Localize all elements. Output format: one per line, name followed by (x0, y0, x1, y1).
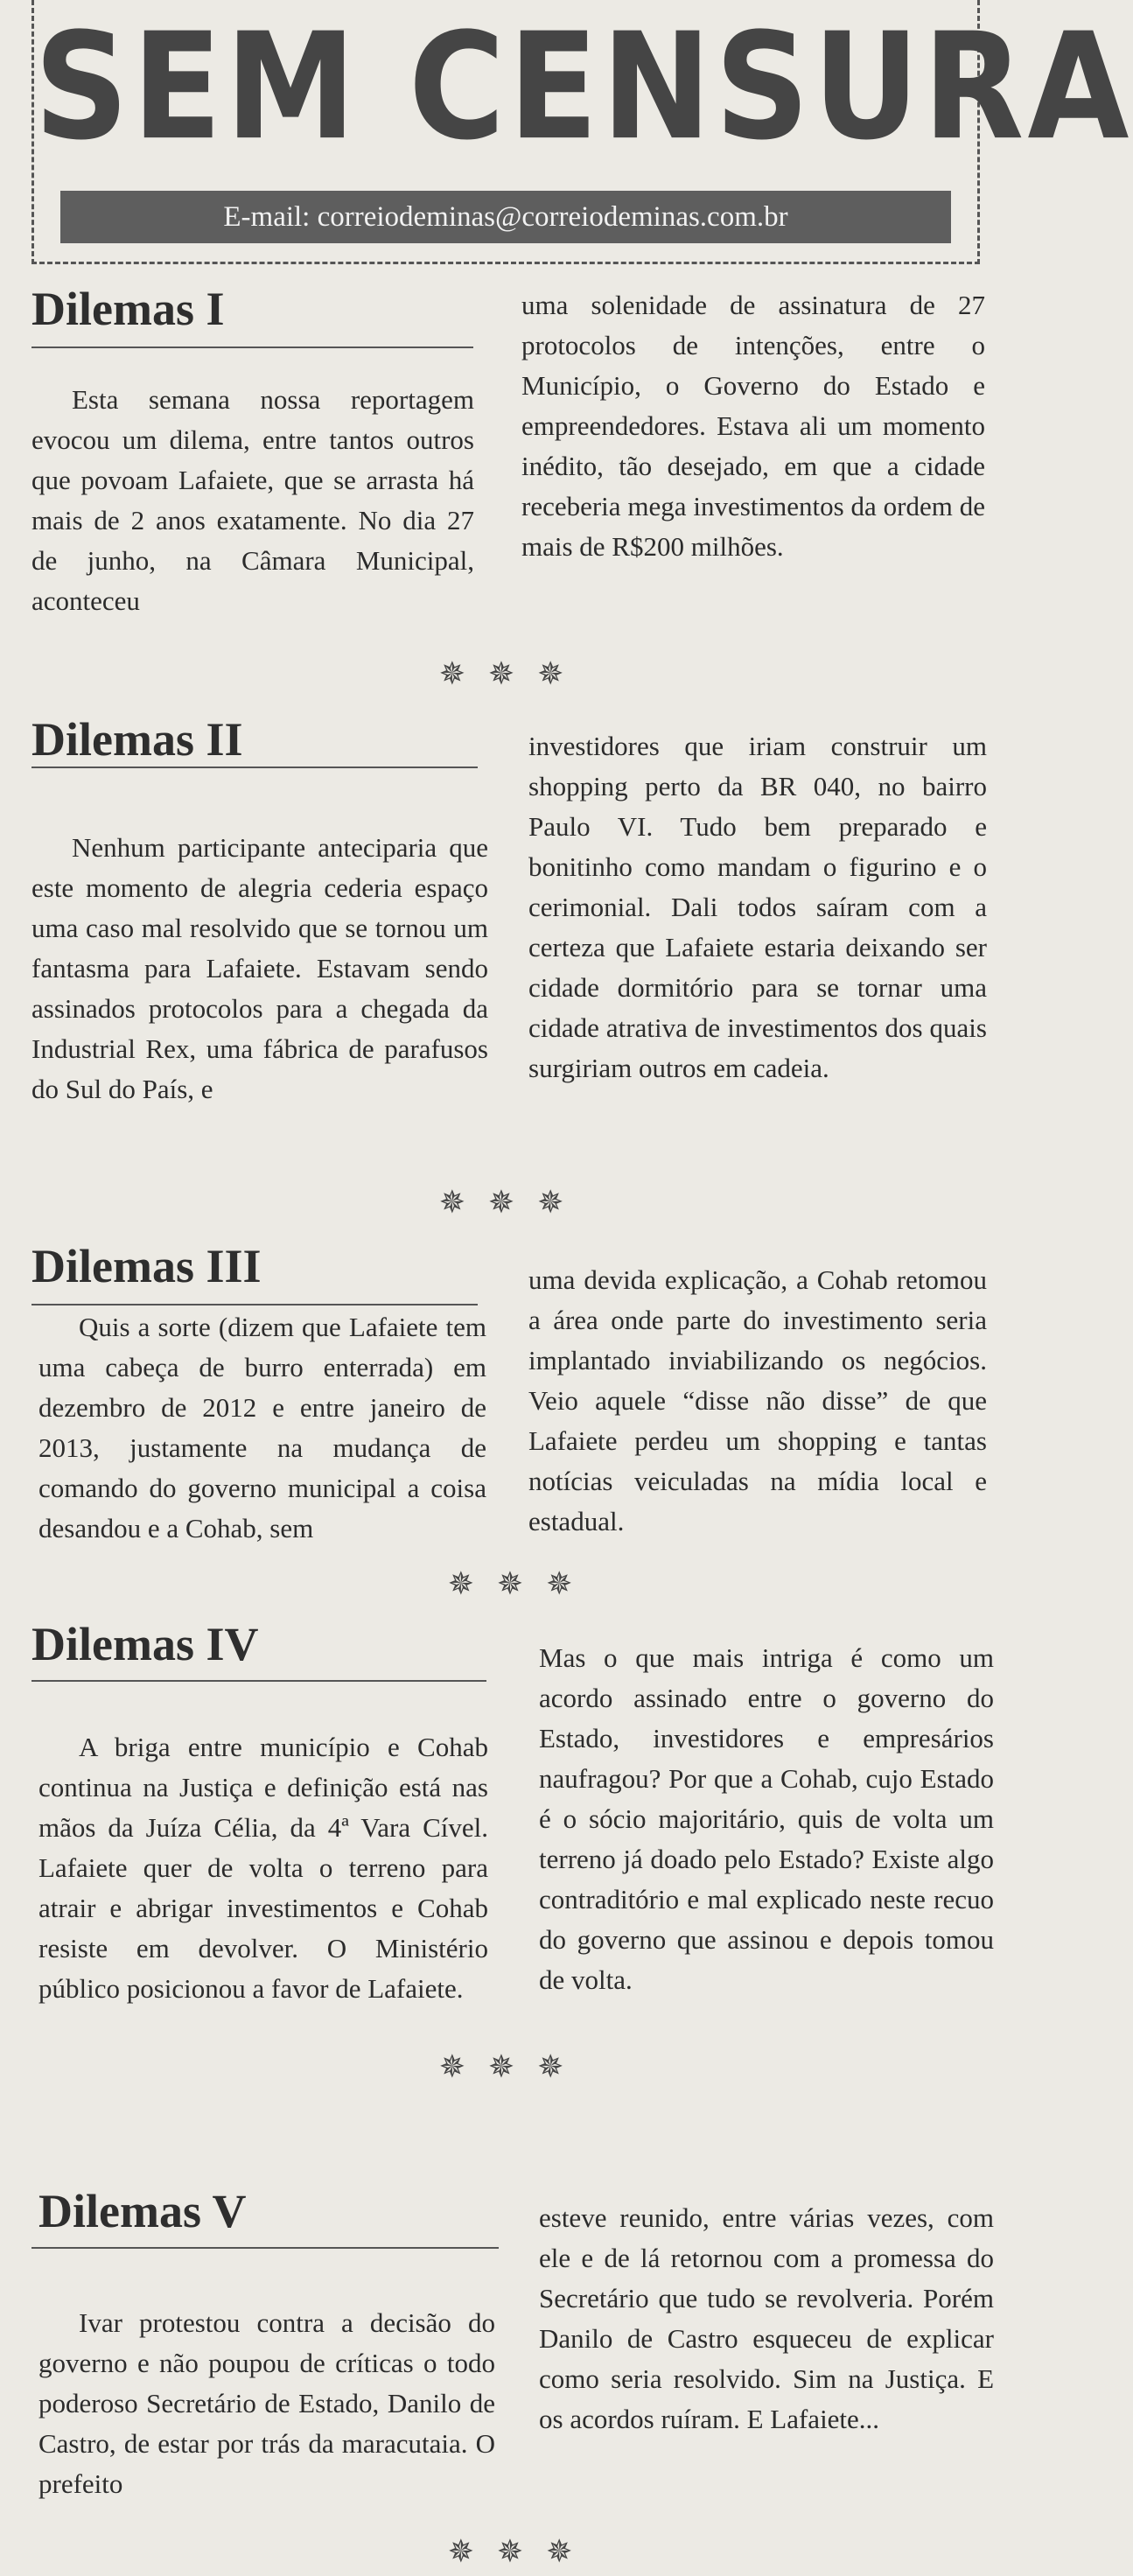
section-dilemas-4 (31, 1617, 994, 2107)
left-column: Ivar protestou contra a decisão do governo e não poupou de críticas o todo poderoso Secretário de Estado, Danilo de Castro, de estar por trás da maracutaia. O prefeito (38, 2307, 495, 2499)
ornament-separator: ✵✵✵ (447, 2534, 596, 2569)
right-column: esteve reunido, entre várias vezes, com ele e de lá retornou com a promessa do Secretário que tudo se revolveria. Porém Danilo de Castro esqueceu de explicar como seria resolvido. Sim na Justiça. E os acordos ruíram. E Lafaiete... (539, 2202, 994, 2434)
ornament-separator: ✵✵✵ (447, 1566, 596, 1601)
section-heading: Dilemas IV (31, 1618, 259, 1670)
heading-rule (31, 1304, 478, 1306)
section-dilemas-3 (31, 1239, 994, 1615)
section-heading: Dilemas III (31, 1240, 262, 1292)
right-column: investidores que iriam construir um shopping perto da BR 040, no bairro Paulo VI. Tudo bem preparado e bonitinho como mandam o figurino e o cerimonial. Dali todos saíram com a certeza que Lafaiete estaria deixando ser cidade dormitório para se tornar uma cidade atrativa de investimentos dos quais surgiriam outros em cadeia. (528, 731, 987, 1083)
ornament-separator: ✵✵✵ (438, 2049, 587, 2084)
section-heading: Dilemas I (31, 283, 225, 335)
ornament-separator: ✵✵✵ (438, 1185, 587, 1220)
heading-rule (31, 1680, 486, 1682)
left-column: Quis a sorte (dizem que Lafaiete tem uma cabeça de burro enterrada) em dezembro de 2012 e entre janeiro de 2013, justamente na mudança de comando do governo municipal a coisa desandou e a Cohab, sem (38, 1312, 486, 1544)
masthead (31, 0, 1133, 264)
left-column: Nenhum participante anteciparia que este momento de alegria cederia espaço uma caso mal resolvido que se tornou um fantasma para Lafaiete. Estavam sendo assinados protocolos para a chegada da Industrial Rex, uma fábrica de parafusos do Sul do País, e (31, 832, 488, 1104)
section-dilemas-1 (31, 282, 994, 693)
right-column: uma devida explicação, a Cohab retomou a área onde parte do investimento seria implantado inviabilizando os negócios. Veio aquele “disse não disse” de que Lafaiete perdeu um shopping e tantas notícias veiculadas na mídia local e estadual. (528, 1264, 987, 1536)
column-title: SEM CENSURA (34, 2, 1133, 173)
ornament-separator: ✵✵✵ (438, 656, 587, 691)
section-dilemas-2 (31, 712, 994, 1237)
heading-rule (31, 346, 473, 348)
right-column: uma solenidade de assinatura de 27 protocolos de intenções, entre o Município, o Governo do Estado e empreendedores. Estava ali um momento inédito, tão desejado, em que a cidade receberia mega investimentos da ordem de mais de R$200 milhões. (521, 290, 985, 562)
heading-rule (31, 2247, 499, 2249)
section-heading: Dilemas II (31, 713, 243, 766)
section-dilemas-5 (31, 2184, 994, 2576)
left-column: A briga entre município e Cohab continua na Justiça e definição está nas mãos da Juíza Célia, da 4ª Vara Cível. Lafaiete quer de volta o terreno para atrair e abrigar investimentos e Cohab resiste em devolver. O Ministério público posicionou a favor de Lafaiete. (38, 1732, 488, 2004)
right-column: Mas o que mais intriga é como um acordo assinado entre o governo do Estado, investidores e empresários naufragou? Por que a Cohab, cujo Estado é o sócio majoritário, quis de volta um terreno já doado pelo Estado? Existe algo contraditório e mal explicado neste recuo do governo que assinou e depois tomou de volta. (539, 1642, 994, 1995)
section-heading: Dilemas V (38, 2185, 247, 2237)
email-bar: E-mail: correiodeminas@correiodeminas.com.br (60, 191, 951, 243)
left-column: Esta semana nossa reportagem evocou um dilema, entre tantos outros que povoam Lafaiete, que se arrasta há mais de 2 anos exatamente. No dia 27 de junho, na Câmara Municipal, aconteceu (31, 384, 474, 616)
heading-rule (31, 766, 478, 768)
